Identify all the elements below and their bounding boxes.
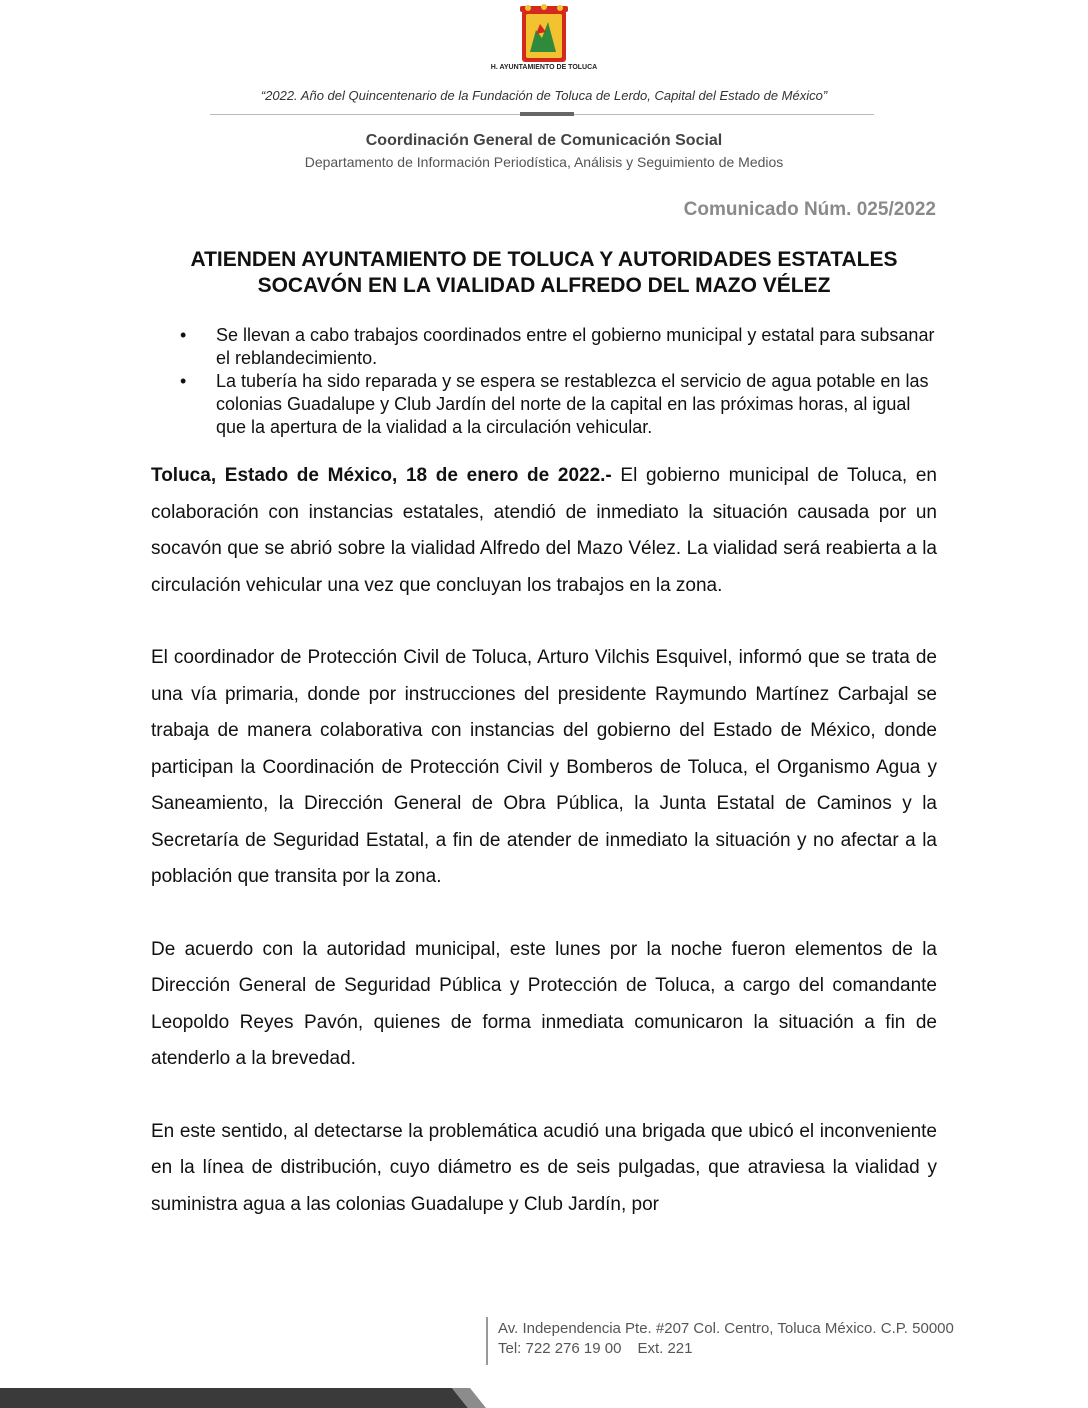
- release-number: Comunicado Núm. 025/2022: [683, 199, 936, 220]
- body-paragraph: [151, 458, 937, 604]
- dateline: Toluca, Estado de México, 18 de enero de 2022.-: [151, 465, 612, 486]
- footer-divider: [486, 1317, 488, 1365]
- footer-band: [0, 1388, 1088, 1408]
- year-motto: “2022. Año del Quincentenario de la Fundación de Toluca de Lerdo, Capital del Estado de México”: [260, 88, 828, 103]
- body-paragraph: En este sentido, al detectarse la problemática acudió una brigada que ubicó el inconveniente en la línea de distribución, cuyo diámetro es de seis pulgadas, que atraviesa la vialidad y suministra agua a las colonias Guadalupe y Club Jardín, por: [151, 1120, 937, 1215]
- summary-bullets: [180, 324, 940, 439]
- summary-bullet: • Se llevan a cabo trabajos coordinados entre el gobierno municipal y estatal para subsanar el reblandecimiento.: [180, 324, 940, 370]
- footer-phone: Tel: 722 276 19 00: [498, 1340, 622, 1357]
- department-title: Coordinación General de Comunicación Social: [365, 132, 723, 149]
- summary-bullet: • La tubería ha sido reparada y se espera se restablezca el servicio de agua potable en las colonias Guadalupe y Club Jardín del norte de la capital en las próximas horas, al igual que la apertura de la vialidad a la circulación vehicular.: [180, 370, 940, 439]
- footer-address: Av. Independencia Pte. #207 Col. Centro, Toluca México. C.P. 50000: [498, 1320, 954, 1337]
- footer-extension: Ext. 221: [637, 1340, 693, 1357]
- footer-phone-line: [498, 1340, 692, 1357]
- header-divider-accent: [520, 112, 574, 116]
- release-body: [151, 458, 937, 1259]
- body-paragraph: De acuerdo con la autoridad municipal, este lunes por la noche fueron elementos de la Dirección General de Seguridad Pública y Protección de Toluca, a cargo del comandante Leopoldo Reyes Pavón, quienes de forma inmediata comunicaron la situación a fin de atenderlo a la brevedad.: [151, 938, 937, 1069]
- paragraph-text: El gobierno municipal de Toluca, en colaboración con instancias estatales, atendió de inmediato la situación causada por un socavón que se abrió sobre la vialidad Alfredo del Mazo Vélez. La vialidad será reabierta a la circulación vehicular una vez que concluyan los trabajos en la zona.: [151, 465, 937, 596]
- body-paragraph: El coordinador de Protección Civil de Toluca, Arturo Vilchis Esquivel, informó que se trata de una vía primaria, donde por instrucciones del presidente Raymundo Martínez Carbajal se trabaja de manera colaborativa con instancias del gobierno del Estado de México, donde participan la Coordinación de Protección Civil y Bomberos de Toluca, el Organismo Agua y Saneamiento, la Dirección General de Obra Pública, la Junta Estatal de Caminos y la Secretaría de Seguridad Estatal, a fin de atender de inmediato la situación y no afectar a la población que transita por la zona.: [151, 647, 937, 887]
- release-headline: ATIENDEN AYUNTAMIENTO DE TOLUCA Y AUTORIDADES ESTATALES SOCAVÓN EN LA VIALIDAD ALFREDO DEL MAZO VÉLEZ: [190, 248, 898, 297]
- department-subtitle: Departamento de Información Periodística, Análisis y Seguimiento de Medios: [304, 154, 784, 170]
- seal-caption: H. AYUNTAMIENTO DE TOLUCA: [490, 64, 598, 71]
